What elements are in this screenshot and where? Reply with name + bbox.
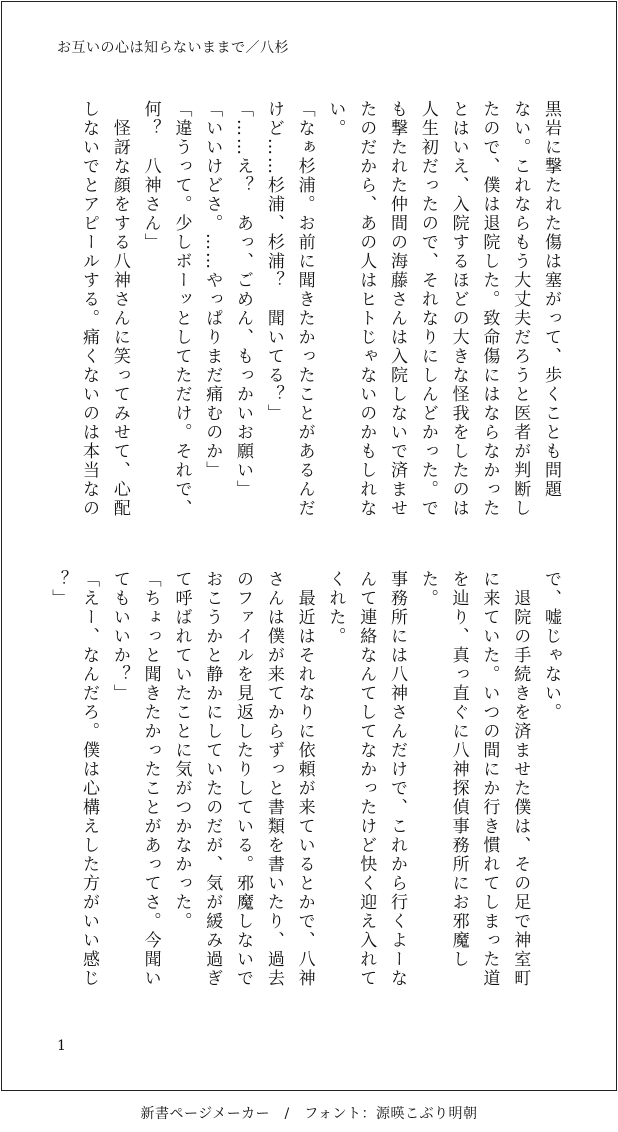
- text-column: て呼ばれていたことに気がつかなかった。: [171, 570, 192, 931]
- page-title: お互いの心は知らないままで／八杉: [57, 40, 289, 56]
- text-column: ない。これならもう大丈夫だろうと医者が判断し: [510, 100, 531, 518]
- text-column: 何？ 八神さん」: [140, 100, 161, 252]
- text-column: のファイルを見返したりしている。邪魔しないで: [233, 570, 254, 988]
- text-column: 「いいけどさ。……やっぱりまだ痛むのか」: [202, 100, 223, 480]
- text-column: 「ちょっと聞きたかったことがあってさ。今聞い: [140, 570, 161, 988]
- text-column: 退院の手続きを済ませた僕は、その足で神室町: [510, 570, 531, 988]
- text-column: 「……え？ あっ、ごめん、もっかいお願い」: [233, 100, 254, 499]
- text-column: 最近はそれなりに依頼が来ているとかで、八神: [294, 570, 315, 988]
- text-column: も撃たれた仲間の海藤さんは入院しないで済ませ: [387, 100, 408, 518]
- text-column: 「違うって。少しボーッとしてただけ。それで、: [171, 100, 192, 518]
- upper-text-block: [46, 100, 566, 530]
- footer-credit: 新書ページメーカー / フォント：源暎こぶり明朝: [140, 1106, 478, 1122]
- text-column: ？」: [48, 570, 69, 608]
- text-column: てもいいか？」: [109, 570, 130, 703]
- text-column: 「えー、なんだろ。僕は心構えした方がいい感じ: [79, 570, 100, 988]
- page-frame: [1, 1, 617, 1091]
- text-column: とはいえ、入院するほどの大きな怪我をしたのは: [448, 100, 469, 518]
- text-column: 人生初だったので、それなりにしんどかった。で: [417, 100, 438, 518]
- text-column: たのだから、あの人はヒトじゃないのかもしれな: [356, 100, 377, 518]
- text-column: 怪訝な顔をする八神さんに笑ってみせて、心配: [109, 100, 130, 518]
- text-column: い。: [325, 100, 346, 138]
- text-column: おこうかと静かにしていたのだが、気が緩み過ぎ: [202, 570, 223, 988]
- text-column: 「なぁ杉浦。お前に聞きたかったことがあるんだ: [294, 100, 315, 518]
- text-column: しないでとアピールする。痛くないのは本当なの: [79, 100, 100, 518]
- text-column: くれた。: [325, 570, 346, 646]
- text-column: んて連絡なんてしてなかったけど快く迎え入れて: [356, 570, 377, 988]
- page-number: 1: [57, 1038, 66, 1054]
- text-column: 事務所には八神さんだけで、これから行くよーな: [387, 570, 408, 988]
- text-column: を辿り、真っ直ぐに八神探偵事務所にお邪魔した。: [417, 570, 469, 969]
- text-column: で、嘘じゃない。: [541, 570, 561, 722]
- text-column: けど……杉浦、杉浦？ 聞いてる？」: [263, 100, 284, 423]
- text-column: に来ていた。いつの間にか行き慣れてしまった道: [479, 570, 500, 988]
- lower-text-block: [46, 570, 566, 1000]
- text-column: たので、僕は退院した。致命傷にはならなかった: [479, 100, 500, 518]
- text-column: さんは僕が来てからずっと書類を書いたり、過去: [263, 570, 284, 988]
- text-column: 黒岩に撃たれた傷は塞がって、歩くことも問題: [541, 100, 561, 499]
